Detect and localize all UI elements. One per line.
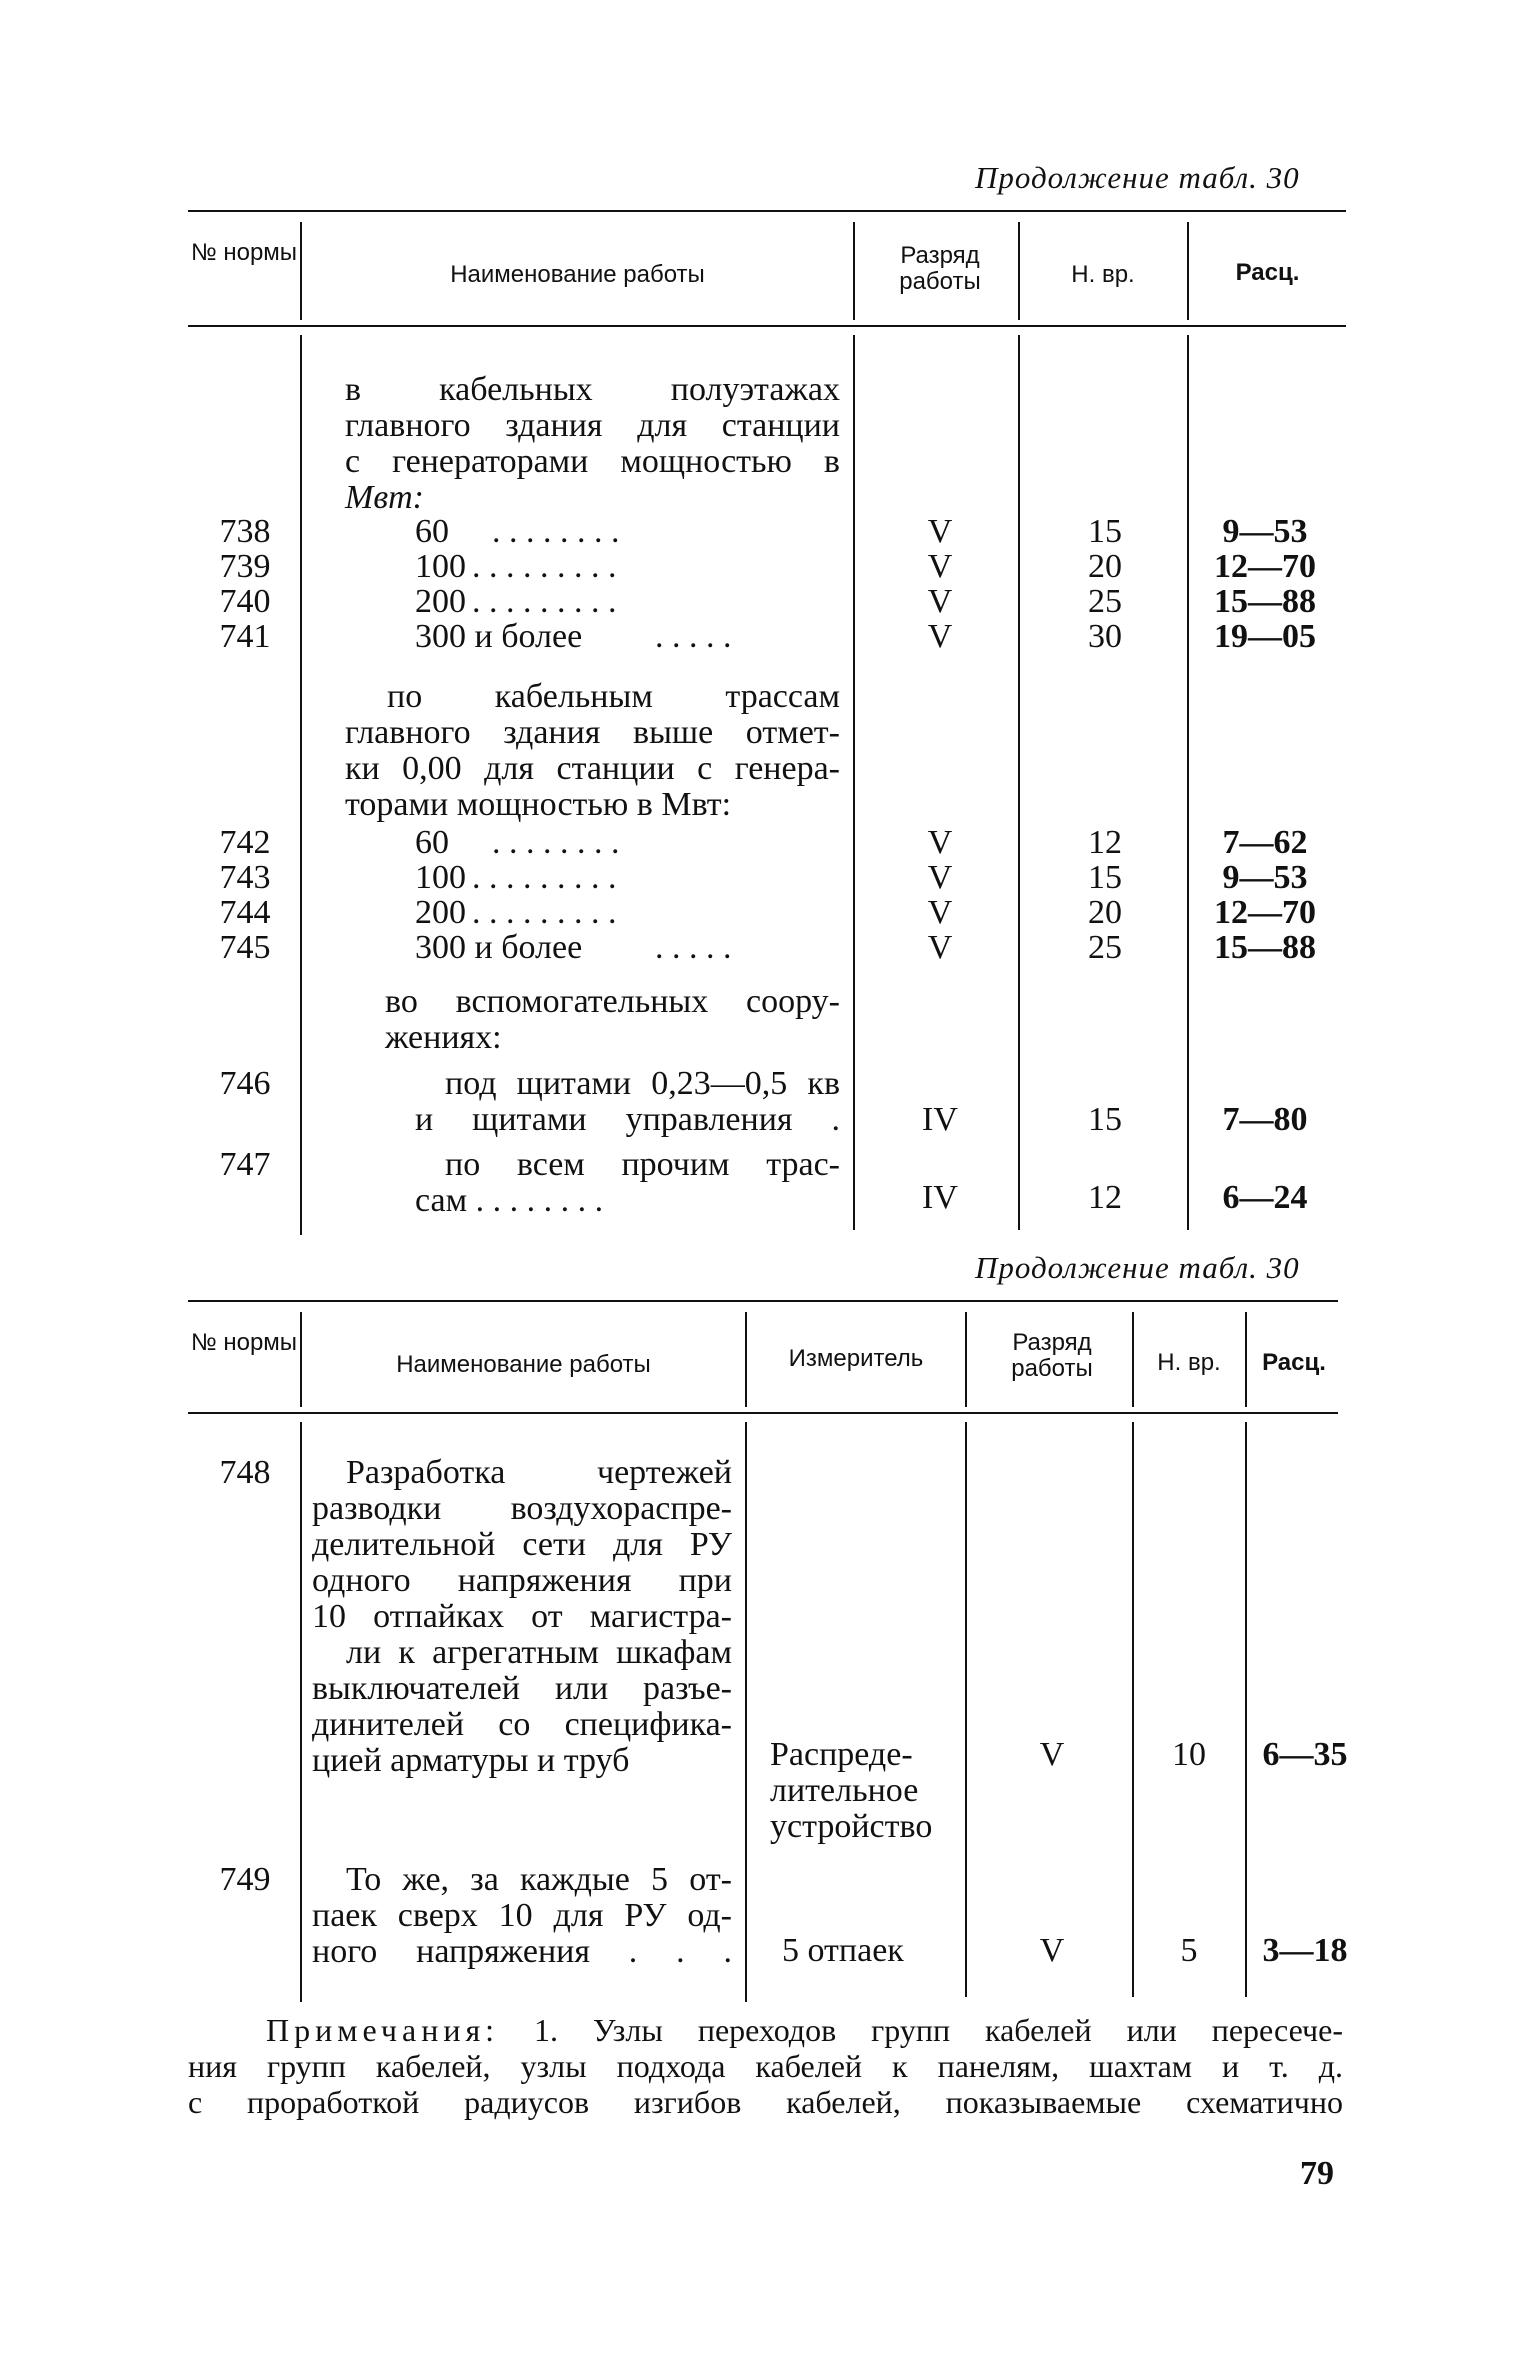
norm-number: 741: [219, 618, 271, 655]
table1-header-rule: [188, 325, 1346, 327]
norm-number: 744: [219, 894, 271, 931]
item-name: 300 и более: [415, 929, 583, 966]
divider: [1187, 335, 1189, 1230]
header-grade: Разряд работы: [899, 242, 981, 295]
notes-label: Примечания:: [266, 2012, 500, 2048]
notes-line: с проработкой радиусов изгибов кабелей, показываемые схематично: [188, 2084, 1343, 2120]
header-rate: Расц.: [1262, 1349, 1326, 1376]
grade: V: [927, 859, 953, 896]
divider: [300, 222, 302, 320]
rate: 15—88: [1214, 583, 1316, 620]
header-time-norm: Н. вр.: [1157, 1349, 1221, 1376]
grade: V: [927, 583, 953, 620]
grade: IV: [922, 1179, 958, 1216]
header-rate: Расц.: [1235, 259, 1300, 286]
leader-dots: . . . . .: [655, 618, 732, 655]
norm-number: 746: [219, 1065, 271, 1102]
item-name: 60: [415, 513, 449, 550]
norm-number: 739: [219, 548, 271, 585]
divider: [1018, 222, 1020, 320]
unit-of-measure: Распреде- лительное устройство: [770, 1736, 933, 1845]
time-norm: 10: [1172, 1736, 1206, 1773]
divider: [1018, 335, 1020, 1230]
notes-line: 1. Узлы переходов групп кабелей или пересече-: [533, 2012, 1343, 2048]
time-norm: 15: [1088, 513, 1122, 550]
divider: [745, 1422, 747, 2002]
leader-dots: . . . . . . . . .: [472, 894, 617, 931]
rate: 9—53: [1222, 859, 1308, 896]
time-norm: 15: [1088, 1101, 1122, 1138]
group-title: в кабельных полуэтажах главного здания для станции с генераторами мощностью в Мвт:: [345, 371, 840, 516]
rate: 15—88: [1214, 929, 1316, 966]
time-norm: 20: [1088, 894, 1122, 931]
grade: IV: [922, 1101, 958, 1138]
table2-header-rule: [188, 1412, 1338, 1414]
time-norm: 20: [1088, 548, 1122, 585]
divider: [1245, 1422, 1247, 1997]
grade: V: [1039, 1736, 1065, 1773]
header-unit: Измеритель: [788, 1345, 924, 1372]
header-work-name: Наименование работы: [450, 261, 705, 288]
norm-number: 745: [219, 929, 271, 966]
unit-of-measure: 5 отпаек: [782, 1932, 904, 1969]
header-grade: Разряд работы: [1011, 1329, 1093, 1382]
norm-number: 740: [219, 583, 271, 620]
divider: [745, 1312, 747, 1407]
time-norm: 25: [1088, 929, 1122, 966]
item-name: 200: [415, 583, 466, 620]
item-name: 60: [415, 824, 449, 861]
rate: 6—35: [1262, 1736, 1348, 1773]
item-description: под щитами 0,23—0,5 кв и щитами управления .: [415, 1065, 840, 1138]
divider: [1245, 1312, 1247, 1407]
rate: 7—80: [1222, 1101, 1308, 1138]
norm-number: 742: [219, 824, 271, 861]
leader-dots: . . . . . . . .: [492, 824, 620, 861]
time-norm: 12: [1088, 824, 1122, 861]
header-norm-no: № нормы: [190, 239, 298, 266]
time-norm: 30: [1088, 618, 1122, 655]
item-name: 100: [415, 859, 466, 896]
norm-number: 738: [219, 513, 271, 550]
grade: V: [927, 824, 953, 861]
time-norm: 5: [1180, 1932, 1198, 1969]
table2-top-rule: [188, 1300, 1338, 1302]
leader-dots: . . . . . . . . .: [472, 548, 617, 585]
grade: V: [927, 894, 953, 931]
page-number: 79: [1300, 2155, 1334, 2192]
leader-dots: . . . . . . . . .: [472, 583, 617, 620]
notes-paragraph: [188, 2012, 1343, 2120]
divider: [1187, 222, 1189, 320]
item-description: Разработка чертежей разводки воздухораспре- делительной сети для РУ одного напряжения при 10 отпайках от магистра- ли к агрегатным шкафам выключателей или разъе- динителей со специфика- цией арматуры и труб: [312, 1454, 732, 1779]
item-description: То же, за каждые 5 от- паек сверх 10 для РУ од- ного напряжения . . .: [312, 1861, 732, 1970]
time-norm: 15: [1088, 859, 1122, 896]
rate: 9—53: [1222, 513, 1308, 550]
divider: [853, 335, 855, 1230]
group-title: во вспомогательных соору- жениях:: [385, 983, 840, 1056]
header-time-norm: Н. вр.: [1071, 261, 1135, 288]
divider: [1132, 1422, 1134, 1997]
divider: [300, 335, 302, 1235]
grade: V: [927, 929, 953, 966]
leader-dots: . . . . . . . . .: [472, 859, 617, 896]
norm-number: 749: [219, 1861, 271, 1898]
divider: [1132, 1312, 1134, 1407]
divider: [300, 1312, 302, 1407]
divider: [853, 222, 855, 320]
time-norm: 12: [1088, 1179, 1122, 1216]
time-norm: 25: [1088, 583, 1122, 620]
divider: [965, 1422, 967, 1997]
leader-dots: . . . . .: [655, 929, 732, 966]
rate: 3—18: [1262, 1932, 1348, 1969]
norm-number: 748: [219, 1454, 271, 1491]
group-title: по кабельным трассам главного здания выше отмет- ки 0,00 для станции с генера- торами мощностью в Мвт:: [345, 678, 840, 823]
header-work-name: Наименование работы: [396, 1351, 651, 1378]
item-name: 300 и более: [415, 618, 583, 655]
rate: 12—70: [1214, 894, 1316, 931]
notes-line: ния групп кабелей, узлы подхода кабелей к панелям, шахтам и т. д.: [188, 2048, 1343, 2084]
rate: 19—05: [1214, 618, 1316, 655]
grade: V: [927, 618, 953, 655]
table-caption: Продолжение табл. 30: [975, 160, 1300, 195]
item-name: 200: [415, 894, 466, 931]
grade: V: [927, 513, 953, 550]
norm-number: 743: [219, 859, 271, 896]
table-caption: Продолжение табл. 30: [975, 1250, 1300, 1285]
header-norm-no: № нормы: [190, 1329, 298, 1356]
grade: V: [1039, 1932, 1065, 1969]
rate: 6—24: [1222, 1179, 1308, 1216]
item-name: 100: [415, 548, 466, 585]
grade: V: [927, 548, 953, 585]
divider: [965, 1312, 967, 1407]
norm-number: 747: [219, 1146, 271, 1183]
rate: 7—62: [1222, 824, 1308, 861]
item-description: по всем прочим трас- сам . . . . . . . .: [415, 1146, 840, 1219]
leader-dots: . . . . . . . .: [492, 513, 620, 550]
table1-top-rule: [188, 210, 1346, 212]
divider: [300, 1422, 302, 2002]
rate: 12—70: [1214, 548, 1316, 585]
